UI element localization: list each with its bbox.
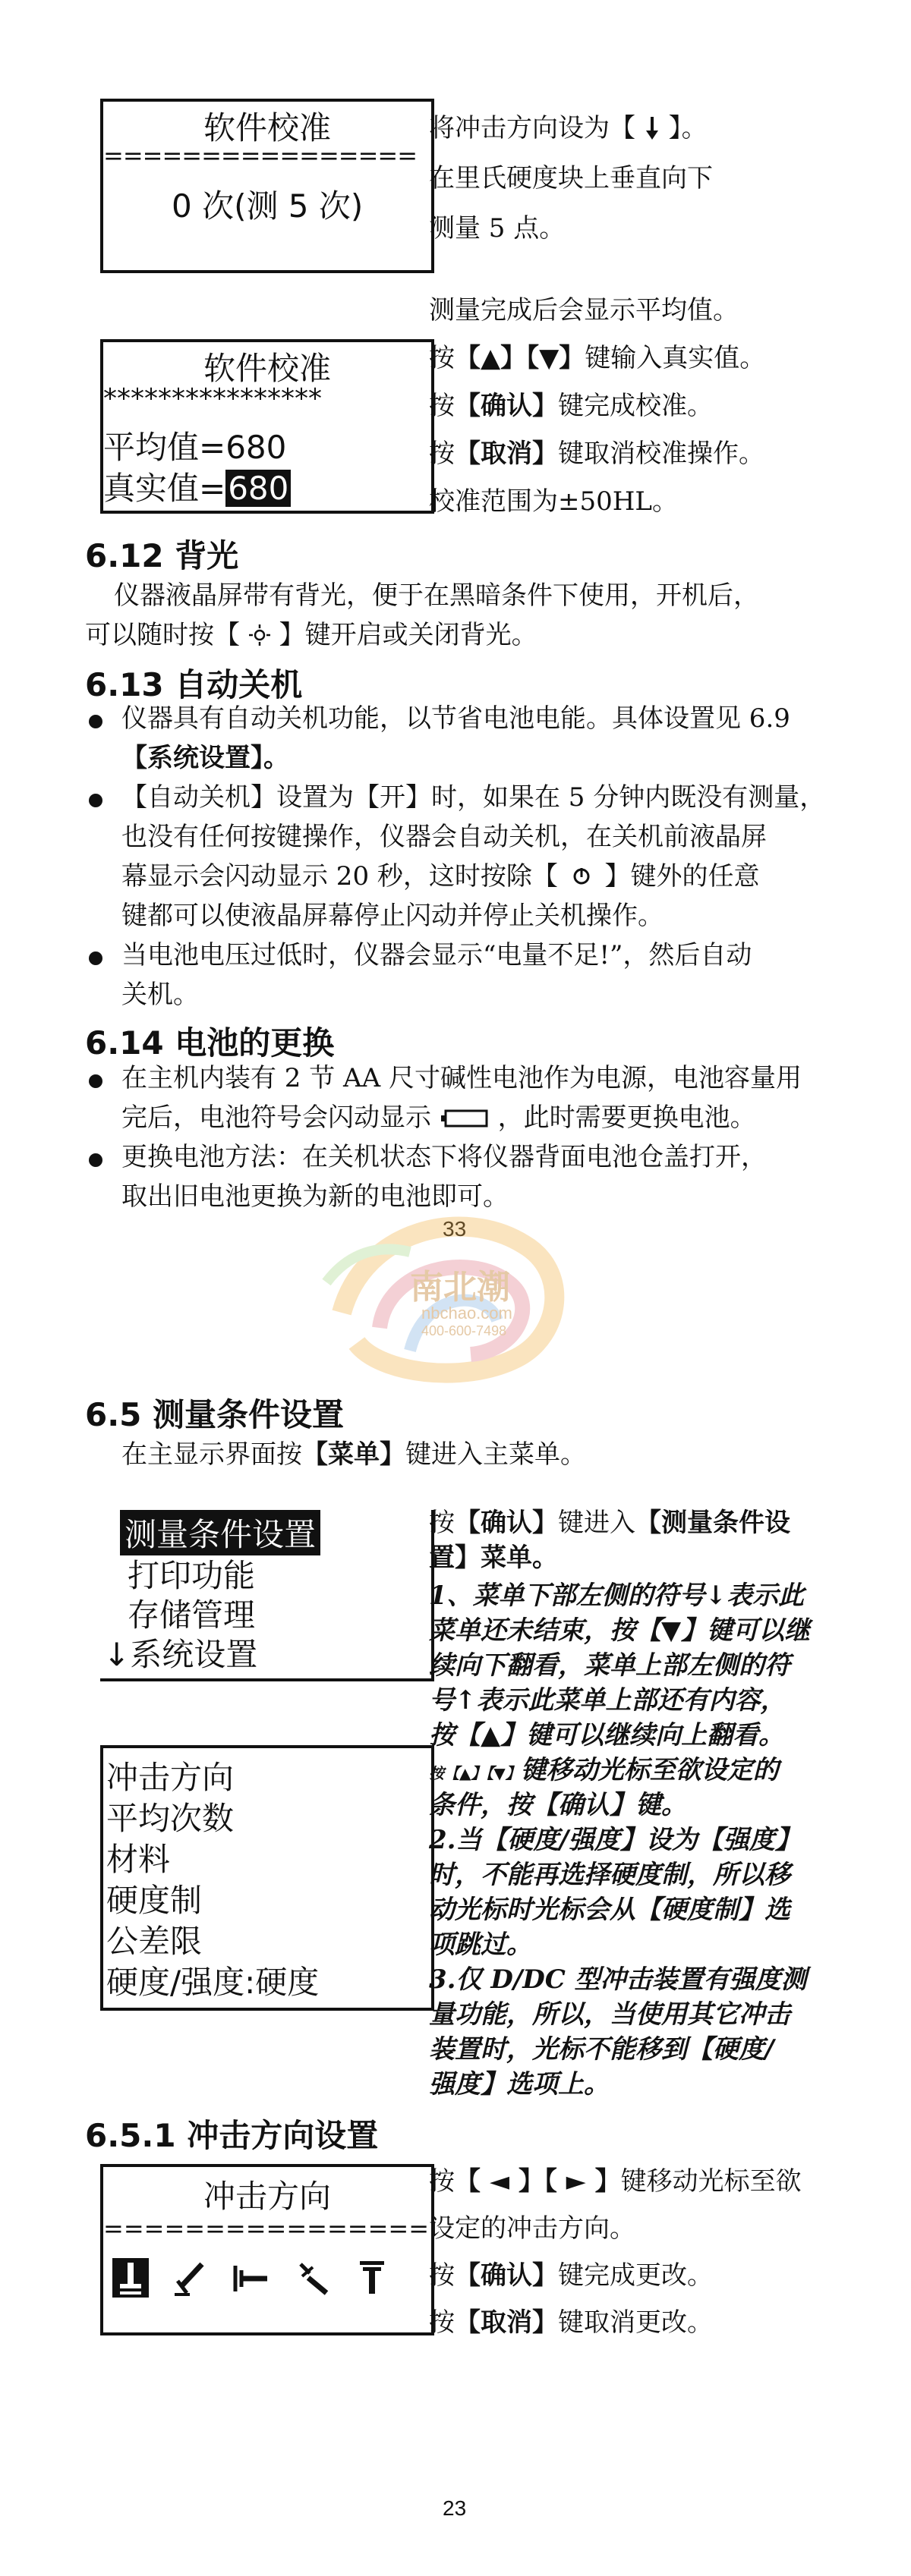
t: 键移动光标至欲 [620,2166,802,2197]
key-menu: 【菜单】 [302,1439,405,1470]
t: 按 [429,2166,455,2197]
key-measure-settings: 【测量条件设 [635,1508,790,1538]
text-confirm-calibration [429,393,713,419]
real-value-cursor: 680 [225,470,291,507]
auto-off-b1-l2: 【系统设置】。 [121,743,289,773]
battery-b1-l1: 在主机内装有 2 节 AA 尺寸碱性电池作为电源，电池容量用 [121,1063,802,1093]
lcd-count: 0 次(测 5 次) [172,187,364,225]
t: 按 [429,343,455,373]
auto-off-b2-l2: 也没有任何按键操作，仪器会自动关机，在关机前液晶屏 [121,822,767,852]
lcd-average: 平均值=680 [103,429,287,466]
t: 按 [429,2260,455,2291]
key-confirm: 【确认】 [455,2260,558,2291]
page-number-33: 33 [443,1217,467,1241]
key-left-right: 【 ◄ 】【 ► 】 [455,2166,621,2197]
key-cancel: 【取消】 [455,2307,558,2338]
impact-down-icon[interactable] [112,2258,149,2298]
menu-instr-l12: 动光标时光标会从【硬度制】选 [429,1895,790,1925]
menu-instr-l16: 装置时，光标不能移到【硬度/ [429,2034,774,2065]
battery-b2-l2: 取出旧电池更换为新的电池即可。 [121,1181,509,1212]
menu-instr-l13: 项跳过。 [429,1930,532,1960]
menu-instr-l10: 2.当【硬度/强度】设为【强度】 [429,1825,801,1855]
bullet [89,951,102,965]
lcd-measure-conditions-menu [100,1745,434,2011]
lcd-software-calibration-2 [100,339,434,514]
backlight-para-1: 仪器液晶屏带有背光，便于在黑暗条件下使用，开机后， [114,580,759,611]
menu-instr-l8 [429,1757,779,1783]
real-value-label: 真实值= [103,470,226,507]
battery-icon [440,1108,490,1129]
lcd-software-calibration-1 [100,99,434,273]
key-confirm: 【确认】 [455,1508,558,1538]
menu-item-hardness-strength[interactable]: 硬度/强度:硬度 [106,1964,320,2001]
t: 键完成校准。 [558,391,713,421]
t: 键完成更改。 [558,2260,713,2291]
key-up-down: 【▲】【▼】 [455,343,585,373]
battery-b2-l1: 更换电池方法：在关机状态下将仪器背面电池仓盖打开， [121,1142,767,1172]
menu-item-average-count[interactable]: 平均次数 [106,1800,235,1837]
lcd-stars: **************** [103,383,322,414]
battery-b1-l2 [121,1102,756,1133]
auto-off-b2-l3 [121,861,760,892]
bullet [89,794,102,807]
menu-item-hardness-scale[interactable]: 硬度制 [106,1882,203,1919]
lcd-main-menu [100,1510,434,1681]
key-confirm: 【确认】 [455,391,558,421]
t: 键取消校准操作。 [558,439,764,469]
menu-item-print[interactable]: 打印功能 [128,1557,256,1594]
menu-instr-l11: 时，不能再选择硬度制，所以移 [429,1860,790,1890]
text-input-real [429,345,765,371]
sun-icon [248,624,271,646]
t: 按 [429,1508,455,1538]
impact-diagonal-up-icon[interactable] [295,2258,331,2298]
menu-instr-l5: 续向下翻看，菜单上部左侧的符 [429,1650,790,1681]
text-vertical-measure: 在里氏硬度块上垂直向下 [429,163,713,193]
menu-item-impact-direction[interactable]: 冲击方向 [106,1759,235,1796]
t: 键进入主菜单。 [405,1439,586,1470]
auto-off-b2-l4: 键都可以使液晶屏幕停止闪动并停止关机操作。 [121,901,664,931]
heading-6-13: 6.13 自动关机 [85,666,303,703]
auto-off-b1-l1: 仪器具有自动关机功能，以节省电池电能。具体设置见 6.9 [121,703,790,734]
t: 按 [429,391,455,421]
impact-instr-l1 [429,2166,802,2197]
menu-item-tolerance[interactable]: 公差限 [106,1923,203,1960]
t: ，此时需要更换电池。 [489,1102,756,1133]
t: 幕显示会闪动显示 20 秒，这时按除【 [121,861,566,892]
t: 在主显示界面按 [121,1439,302,1470]
menu-instr-l6: 号↑表示此菜单上部还有内容， [429,1685,786,1716]
menu-instr-l4: 菜单还未结束，按【▼】键可以继 [429,1615,811,1646]
bullet [89,1074,102,1088]
backlight-para-2 [85,622,537,648]
watermark-cn: 南北潮 [410,1268,510,1307]
t: 键输入真实值。 [585,343,766,373]
heading-6-14: 6.14 电池的更换 [85,1024,335,1062]
auto-off-b3-l1: 当电池电压过低时，仪器会显示“电量不足!”，然后自动 [121,940,752,970]
t: 按 [429,439,455,469]
menu-item-system[interactable]: ↓系统设置 [103,1636,258,1673]
lcd-real-value [103,464,291,509]
menu-instr-l2: 置】菜单。 [429,1543,558,1573]
t: 】键外的任意 [596,861,760,892]
lcd-divider: ================ [103,2214,429,2243]
text-set-direction: 将冲击方向设为【 [429,113,644,143]
t: 键进入 [558,1508,635,1538]
arrow-down-icon [644,115,660,141]
menu-instr-l9: 条件，按【确认】键。 [429,1790,687,1820]
text-cancel-calibration [429,441,764,467]
menu-item-material[interactable]: 材料 [106,1841,171,1878]
lcd-divider: ================ [103,141,417,170]
impact-instr-l4 [429,2307,713,2338]
t: 可以随时按【 [85,620,248,650]
auto-off-b3-l2: 关机。 [121,980,199,1010]
text-show-average: 测量完成后会显示平均值。 [429,295,739,326]
menu-instr-l7: 按【▲】键可以继续向上翻看。 [429,1720,785,1750]
menu-instr-l1 [429,1510,790,1536]
heading-6-5: 6.5 测量条件设置 [85,1396,345,1433]
menu-item-measure-conditions[interactable] [120,1510,320,1555]
lcd-title: 冲击方向 [203,2178,331,2215]
impact-instr-l3 [429,2260,713,2291]
impact-diagonal-down-icon[interactable] [172,2258,208,2298]
text-set-direction-end: 】。 [660,113,708,143]
t: 】键开启或关闭背光。 [270,620,537,650]
t: 按 [429,2307,455,2338]
label: 测量条件设置 [125,1516,317,1553]
power-icon [566,865,597,888]
key-up-down-small: 按【▲】【▼】 [429,1764,521,1782]
impact-instr-l2: 设定的冲击方向。 [429,2213,635,2244]
t: 键移动光标至欲设定的 [520,1755,779,1785]
menu-item-storage[interactable]: 存储管理 [128,1596,256,1634]
auto-off-b2-l1: 【自动关机】设置为【开】时，如果在 5 分钟内既没有测量， [121,782,826,813]
menu-instr-l14: 3.仅 D/DC 型冲击装置有强度测 [429,1964,807,1995]
lcd-title: 软件校准 [203,109,331,146]
t: 完后，电池符号会闪动显示 [121,1102,440,1133]
lcd-title: 软件校准 [203,350,331,387]
watermark-domain: nbchao.com [421,1304,512,1323]
heading-6-5-1: 6.5.1 冲击方向设置 [85,2117,379,2154]
page-number-23: 23 [443,2496,467,2520]
lcd-impact-direction [100,2164,434,2335]
menu-instr-l17: 强度】选项上。 [429,2069,610,2099]
bullet [89,715,102,728]
menu-instr-l3: 1、菜单下部左侧的符号↓表示此 [429,1581,805,1611]
watermark [296,1199,615,1389]
text-measure-5: 测量 5 点。 [429,213,566,244]
menu-instr-l15: 量功能，所以，当使用其它冲击 [429,1999,790,2030]
heading-6-12: 6.12 背光 [85,537,239,574]
bullet [89,1153,102,1167]
text-calibration-range: 校准范围为±50HL。 [429,486,678,517]
menu-intro [121,1439,586,1470]
watermark-phone: 400-600-7498 [421,1323,507,1338]
key-cancel: 【取消】 [455,439,558,469]
impact-up-icon[interactable] [354,2258,390,2298]
t: 键取消更改。 [558,2307,713,2338]
impact-horizontal-icon[interactable] [231,2258,272,2298]
impact-direction-instruction [429,115,708,141]
